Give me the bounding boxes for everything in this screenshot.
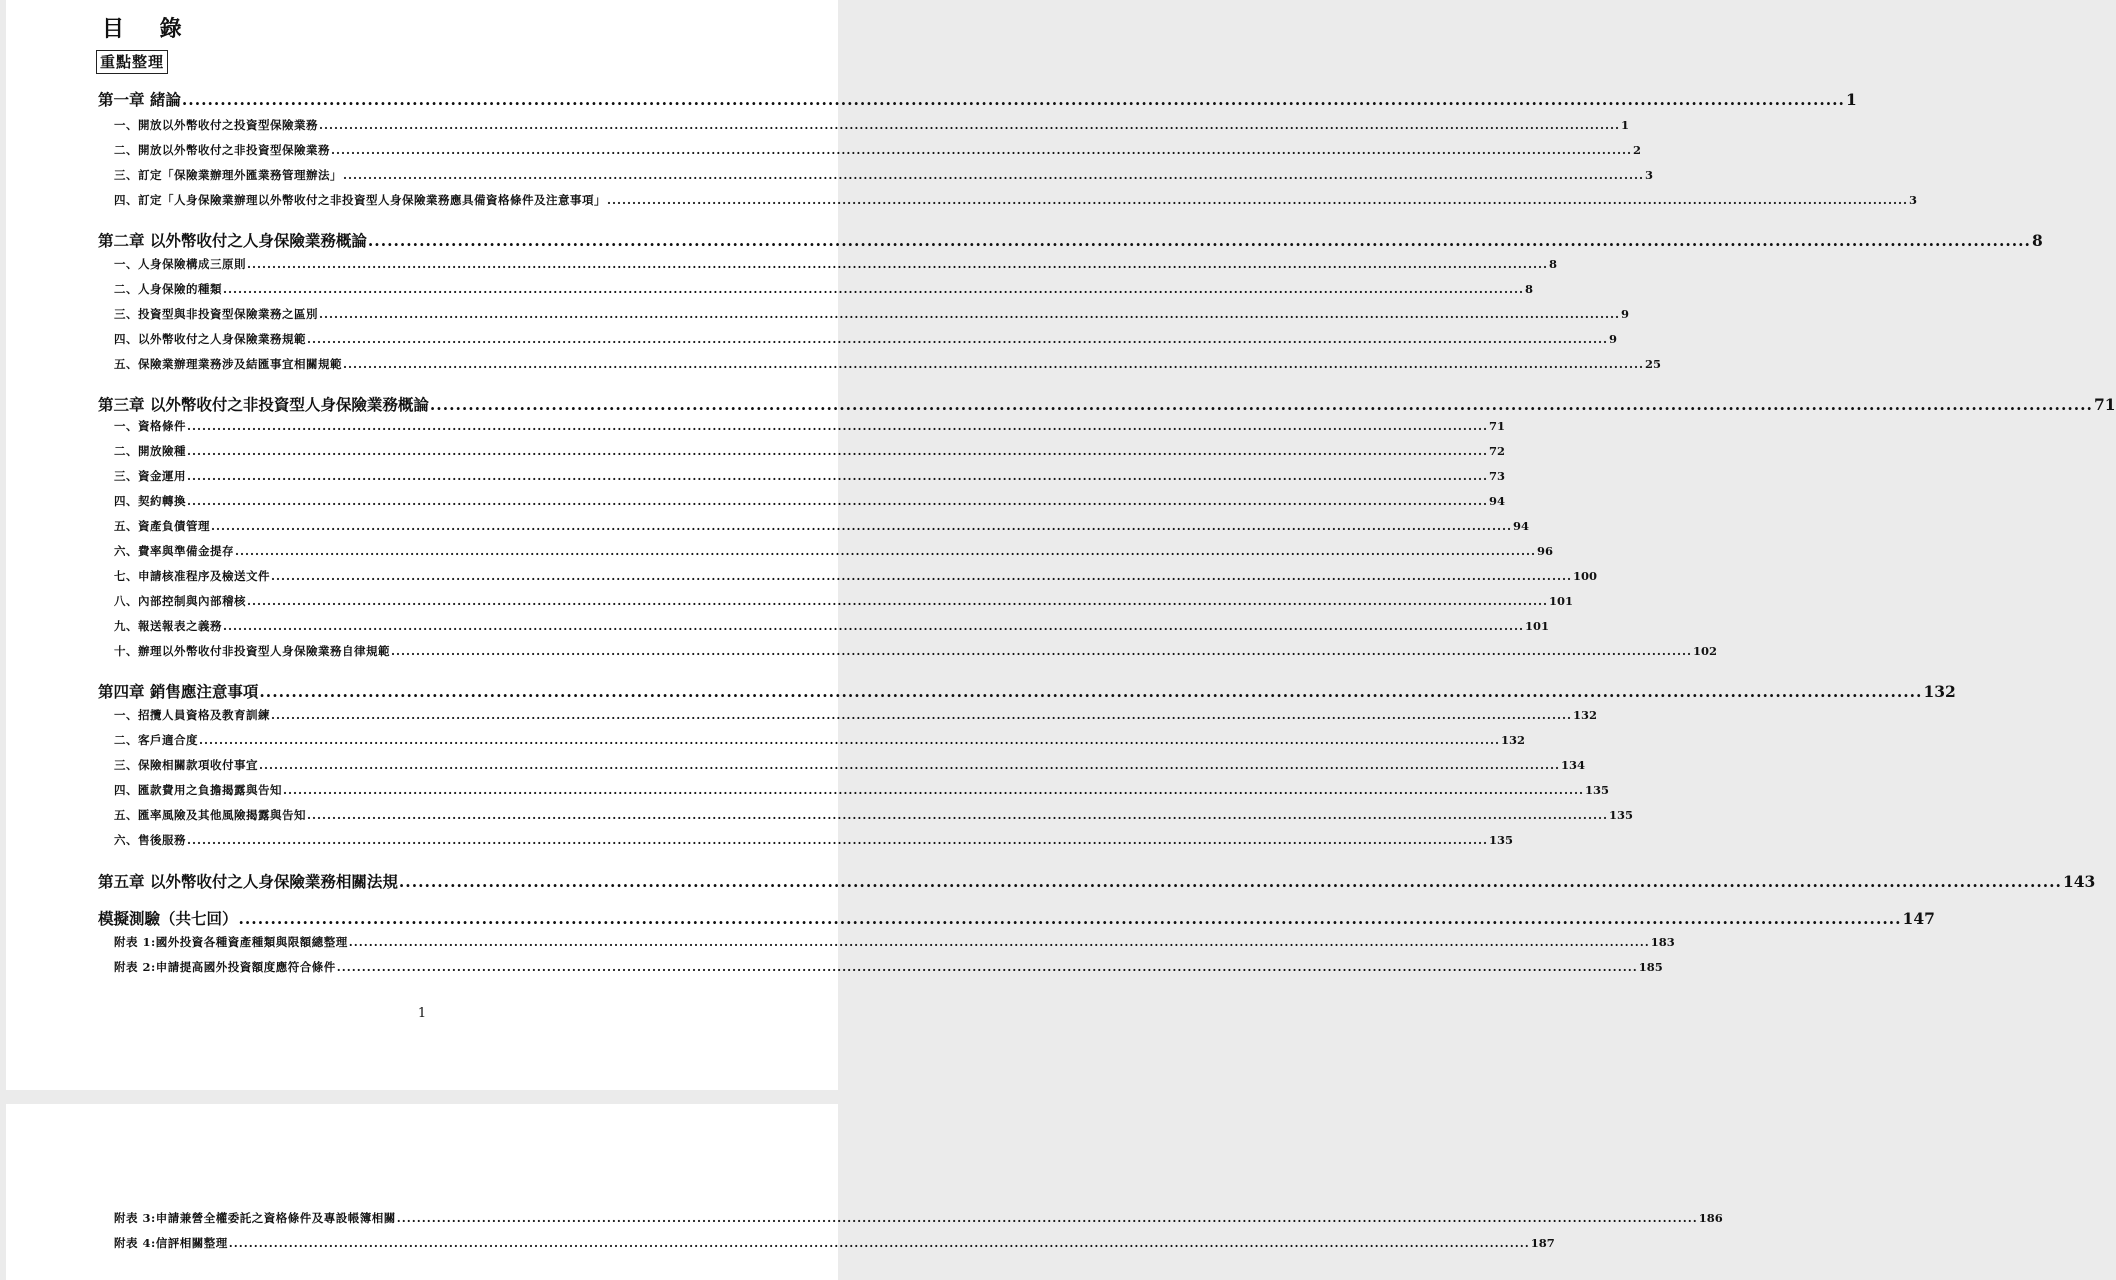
toc-entry-page: 135 — [1584, 783, 1609, 797]
toc-entry-title: 五、資產負債管理 — [114, 519, 210, 533]
toc-entry-page: 9 — [1620, 307, 1629, 321]
toc-leader-dots: .................................................................................................................................................................................................................................................................... — [211, 519, 1512, 533]
toc-leader-dots: .................................................................................................................................................................................................................................................................... — [199, 733, 1500, 747]
toc-entry-page: 71 — [1488, 419, 1505, 433]
toc-leader-dots: .................................................................................................................................................................................................................................................................... — [283, 783, 1584, 797]
toc-section-entry — [114, 543, 1553, 561]
toc-leader-dots: .................................................................................................................................................................................................................................................................... — [367, 231, 2031, 250]
toc-section-entry — [114, 518, 1529, 536]
toc-entry-title: 四、契約轉換 — [114, 494, 186, 508]
document-page-2 — [6, 1104, 1723, 1280]
toc-section-entry — [114, 643, 1717, 661]
toc-entry-title: 四、以外幣收付之人身保險業務規範 — [114, 332, 306, 346]
toc-section-entry — [114, 306, 1629, 324]
toc-entry-title: 四、訂定「人身保險業辦理以外幣收付之非投資型人身保險業務應具備資格條件及注意事項」 — [114, 193, 606, 207]
toc-entry-page: 2 — [1632, 143, 1641, 157]
toc-leader-dots: .................................................................................................................................................................................................................................................................... — [235, 544, 1536, 558]
toc-section-entry — [114, 782, 1609, 800]
toc-leader-dots: .................................................................................................................................................................................................................................................................... — [238, 909, 1902, 928]
toc-leader-dots: .................................................................................................................................................................................................................................................................... — [187, 419, 1488, 433]
toc-title: 目 錄 — [102, 16, 196, 42]
toc-entry-page: 72 — [1488, 444, 1505, 458]
toc-chapter-entry — [98, 907, 1935, 929]
toc-entry-title: 一、人身保險構成三原則 — [114, 257, 246, 271]
toc-entry-title: 六、費率與準備金提存 — [114, 544, 234, 558]
toc-leader-dots: .................................................................................................................................................................................................................................................................... — [187, 833, 1488, 847]
toc-entry-title: 三、資金運用 — [114, 469, 186, 483]
toc-entry-title: 附表 4:信評相關整理 — [114, 1236, 228, 1250]
toc-entry-page: 1 — [1845, 90, 1857, 109]
toc-chapter-entry — [98, 680, 1956, 702]
toc-entry-title: 三、投資型與非投資型保險業務之區別 — [114, 307, 318, 321]
toc-section-entry — [114, 832, 1513, 850]
toc-entry-title: 五、保險業辦理業務涉及結匯事宜相關規範 — [114, 357, 342, 371]
toc-entry-page: 9 — [1608, 332, 1617, 346]
toc-section-entry — [114, 732, 1525, 750]
toc-leader-dots: .................................................................................................................................................................................................................................................................... — [187, 444, 1488, 458]
toc-entry-title: 模擬測驗（共七回） — [98, 909, 238, 928]
toc-leader-dots: .................................................................................................................................................................................................................................................................... — [319, 307, 1620, 321]
toc-entry-title: 六、售後服務 — [114, 833, 186, 847]
toc-entry-title: 第二章 以外幣收付之人身保險業務概論 — [98, 231, 367, 250]
toc-leader-dots: .................................................................................................................................................................................................................................................................... — [331, 143, 1632, 157]
toc-entry-page: 71 — [2093, 395, 2116, 414]
toc-entry-page: 101 — [1524, 619, 1549, 633]
toc-entry-page: 187 — [1530, 1236, 1555, 1250]
toc-entry-page: 186 — [1698, 1211, 1723, 1225]
toc-leader-dots: .................................................................................................................................................................................................................................................................... — [259, 682, 1923, 701]
toc-entry-page: 96 — [1536, 544, 1553, 558]
toc-entry-page: 8 — [2031, 231, 2043, 250]
toc-leader-dots: .................................................................................................................................................................................................................................................................... — [348, 935, 1650, 949]
toc-section-entry — [114, 807, 1633, 825]
toc-chapter-entry — [98, 870, 2096, 892]
toc-leader-dots: .................................................................................................................................................................................................................................................................... — [429, 395, 2093, 414]
toc-entry-page: 132 — [1923, 682, 1956, 701]
toc-entry-title: 十、辦理以外幣收付非投資型人身保險業務自律規範 — [114, 644, 390, 658]
toc-section-entry — [114, 142, 1641, 160]
toc-entry-title: 二、人身保險的種類 — [114, 282, 222, 296]
toc-leader-dots: .................................................................................................................................................................................................................................................................... — [307, 332, 1608, 346]
toc-entry-page: 185 — [1638, 960, 1663, 974]
toc-entry-title: 三、訂定「保險業辦理外匯業務管理辦法」 — [114, 168, 342, 182]
document-page-1 — [6, 0, 2116, 1090]
toc-entry-page: 94 — [1512, 519, 1529, 533]
toc-chapter-entry — [98, 393, 2116, 415]
toc-leader-dots: .................................................................................................................................................................................................................................................................... — [343, 357, 1644, 371]
toc-section-entry — [114, 443, 1505, 461]
toc-leader-dots: .................................................................................................................................................................................................................................................................... — [228, 1236, 1530, 1250]
toc-section-entry — [114, 256, 1557, 274]
toc-entry-page: 73 — [1488, 469, 1505, 483]
toc-section-entry — [114, 468, 1505, 486]
toc-entry-page: 135 — [1488, 833, 1513, 847]
toc-leader-dots: .................................................................................................................................................................................................................................................................... — [343, 168, 1644, 182]
toc-entry-page: 183 — [1650, 935, 1675, 949]
page-number: 1 — [417, 1006, 427, 1021]
toc-section-entry — [114, 281, 1533, 299]
toc-entry-page: 101 — [1548, 594, 1573, 608]
toc-entry-page: 100 — [1572, 569, 1597, 583]
toc-entry-page: 143 — [2062, 872, 2096, 891]
toc-entry-title: 第五章 以外幣收付之人身保險業務相關法規 — [98, 872, 398, 891]
toc-leader-dots: .................................................................................................................................................................................................................................................................... — [181, 90, 1845, 109]
toc-entry-title: 七、申請核准程序及檢送文件 — [114, 569, 270, 583]
toc-entry-title: 四、匯款費用之負擔揭露與告知 — [114, 783, 282, 797]
toc-leader-dots: .................................................................................................................................................................................................................................................................... — [223, 282, 1524, 296]
toc-entry-page: 1 — [1620, 118, 1629, 132]
toc-leader-dots: .................................................................................................................................................................................................................................................................... — [307, 808, 1608, 822]
toc-section-entry — [114, 331, 1617, 349]
toc-section-entry — [114, 934, 1675, 952]
toc-entry-title: 二、開放以外幣收付之非投資型保險業務 — [114, 143, 330, 157]
toc-leader-dots: .................................................................................................................................................................................................................................................................... — [187, 494, 1488, 508]
toc-section-entry — [114, 593, 1573, 611]
toc-entry-title: 三、保險相關款項收付事宜 — [114, 758, 258, 772]
toc-entry-title: 第一章 緒論 — [98, 90, 181, 109]
toc-leader-dots: .................................................................................................................................................................................................................................................................... — [223, 619, 1524, 633]
toc-leader-dots: .................................................................................................................................................................................................................................................................... — [607, 193, 1908, 207]
toc-entry-page: 134 — [1560, 758, 1585, 772]
toc-entry-title: 第四章 銷售應注意事項 — [98, 682, 259, 701]
toc-entry-page: 135 — [1608, 808, 1633, 822]
toc-leader-dots: .................................................................................................................................................................................................................................................................... — [187, 469, 1488, 483]
toc-entry-page: 132 — [1500, 733, 1525, 747]
toc-entry-title: 五、匯率風險及其他風險揭露與告知 — [114, 808, 306, 822]
toc-section-entry — [114, 1210, 1723, 1228]
toc-entry-page: 147 — [1902, 909, 1935, 928]
toc-entry-title: 八、內部控制與內部稽核 — [114, 594, 246, 608]
toc-section-entry — [114, 707, 1597, 725]
toc-leader-dots: .................................................................................................................................................................................................................................................................... — [247, 594, 1548, 608]
toc-entry-page: 94 — [1488, 494, 1505, 508]
toc-leader-dots: .................................................................................................................................................................................................................................................................... — [247, 257, 1548, 271]
toc-section-entry — [114, 493, 1505, 511]
toc-entry-title: 第三章 以外幣收付之非投資型人身保險業務概論 — [98, 395, 429, 414]
toc-entry-title: 附表 3:申請兼營全權委託之資格條件及專設帳簿相關 — [114, 1211, 396, 1225]
toc-section-entry — [114, 192, 1917, 210]
toc-entry-page: 102 — [1692, 644, 1717, 658]
toc-section-entry — [114, 356, 1661, 374]
toc-entry-title: 一、資格條件 — [114, 419, 186, 433]
toc-section-entry — [114, 959, 1663, 977]
toc-leader-dots: .................................................................................................................................................................................................................................................................... — [271, 569, 1572, 583]
toc-leader-dots: .................................................................................................................................................................................................................................................................... — [271, 708, 1572, 722]
toc-leader-dots: .................................................................................................................................................................................................................................................................... — [391, 644, 1692, 658]
toc-section-entry — [114, 1235, 1555, 1253]
toc-section-entry — [114, 167, 1653, 185]
toc-leader-dots: .................................................................................................................................................................................................................................................................... — [396, 1211, 1698, 1225]
toc-entry-title: 附表 1:國外投資各種資產種類與限額總整理 — [114, 935, 348, 949]
toc-leader-dots: .................................................................................................................................................................................................................................................................... — [319, 118, 1620, 132]
toc-section-entry — [114, 618, 1549, 636]
toc-entry-title: 九、報送報表之義務 — [114, 619, 222, 633]
toc-entry-page: 3 — [1908, 193, 1917, 207]
toc-leader-dots: .................................................................................................................................................................................................................................................................... — [259, 758, 1560, 772]
toc-entry-title: 二、客戶適合度 — [114, 733, 198, 747]
toc-entry-page: 8 — [1524, 282, 1533, 296]
toc-leader-dots: .................................................................................................................................................................................................................................................................... — [336, 960, 1638, 974]
toc-chapter-entry — [98, 88, 1857, 110]
toc-section-entry — [114, 418, 1505, 436]
toc-section-entry — [114, 568, 1597, 586]
toc-chapter-entry — [98, 229, 2043, 251]
toc-entry-page: 3 — [1644, 168, 1653, 182]
toc-leader-dots: .................................................................................................................................................................................................................................................................... — [398, 872, 2062, 891]
toc-section-entry — [114, 757, 1585, 775]
toc-entry-title: 二、開放險種 — [114, 444, 186, 458]
toc-entry-page: 132 — [1572, 708, 1597, 722]
toc-section-entry — [114, 117, 1629, 135]
toc-entry-title: 一、招攬人員資格及教育訓練 — [114, 708, 270, 722]
toc-entry-page: 8 — [1548, 257, 1557, 271]
toc-entry-page: 25 — [1644, 357, 1661, 371]
summary-badge: 重點整理 — [96, 50, 168, 74]
toc-entry-title: 附表 2:申請提高國外投資額度應符合條件 — [114, 960, 336, 974]
toc-entry-title: 一、開放以外幣收付之投資型保險業務 — [114, 118, 318, 132]
